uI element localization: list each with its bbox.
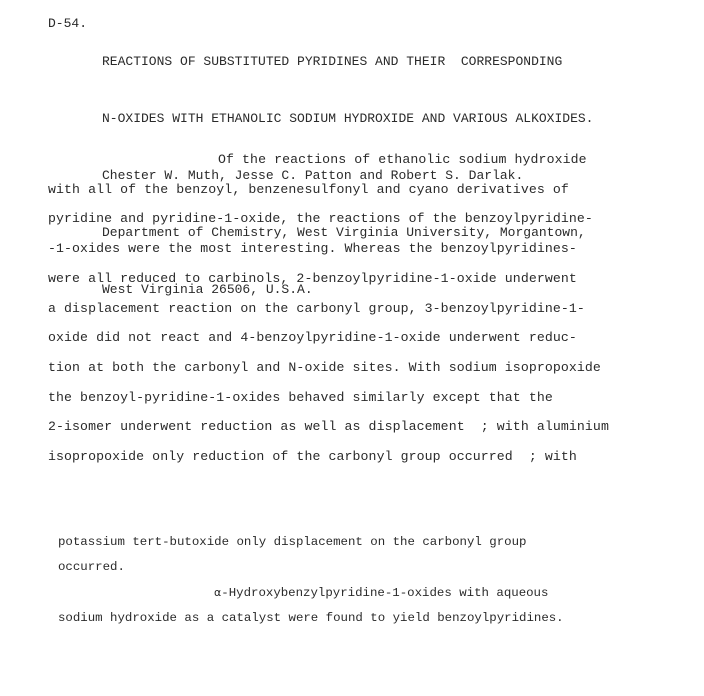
body-line-7: oxide did not react and 4-benzoylpyridine-1-oxide underwent reduc- bbox=[48, 330, 577, 346]
affiliation-line-1: Department of Chemistry, West Virginia University, Morgantown, bbox=[102, 225, 586, 240]
authors-line: Chester W. Muth, Jesse C. Patton and Robert S. Darlak. bbox=[102, 168, 524, 183]
abstract-continuation bbox=[58, 530, 688, 631]
body-line-9: the benzoyl-pyridine-1-oxides behaved similarly except that the bbox=[48, 389, 553, 405]
title-line-2: N-OXIDES WITH ETHANOLIC SODIUM HYDROXIDE AND VARIOUS ALKOXIDES. bbox=[102, 111, 594, 126]
alpha-symbol: α bbox=[214, 586, 222, 599]
body-line-11: isopropoxide only reduction of the carbonyl group occurred ; with bbox=[48, 449, 577, 465]
tail-line-1: potassium tert-butoxide only displacement on the carbonyl group bbox=[58, 535, 527, 549]
body-line-10: 2-isomer underwent reduction as well as displacement ; with aluminium bbox=[48, 419, 609, 435]
body-line-4: -1-oxides were the most interesting. Whereas the benzoylpyridines- bbox=[48, 241, 577, 257]
body-line-2: with all of the benzoyl, benzenesulfonyl and cyano derivatives of bbox=[48, 181, 569, 197]
affiliation-line-2: West Virginia 26506, U.S.A. bbox=[102, 282, 313, 297]
alpha-line-text: -Hydroxybenzylpyridine-1-oxides with aqueous bbox=[221, 586, 549, 600]
body-line-3: pyridine and pyridine-1-oxide, the reactions of the benzoylpyridine- bbox=[48, 211, 593, 227]
body-line-5: were all reduced to carbinols, 2-benzoylpyridine-1-oxide underwent bbox=[48, 270, 577, 286]
body-line-8: tion at both the carbonyl and N-oxide sites. With sodium isopropoxide bbox=[48, 359, 601, 375]
abstract-body bbox=[48, 145, 693, 472]
tail-line-4: sodium hydroxide as a catalyst were found to yield benzoylpyridines. bbox=[58, 611, 564, 625]
body-line-6: a displacement reaction on the carbonyl group, 3-benzoylpyridine-1- bbox=[48, 300, 585, 316]
tail-line-3 bbox=[58, 580, 688, 606]
body-line-1: Of the reactions of ethanolic sodium hydroxide bbox=[218, 152, 587, 167]
abstract-number: D-54. bbox=[48, 16, 88, 31]
tail-line-2: occurred. bbox=[58, 560, 125, 574]
title-line-1: REACTIONS OF SUBSTITUTED PYRIDINES AND THEIR CORRESPONDING bbox=[102, 54, 563, 69]
